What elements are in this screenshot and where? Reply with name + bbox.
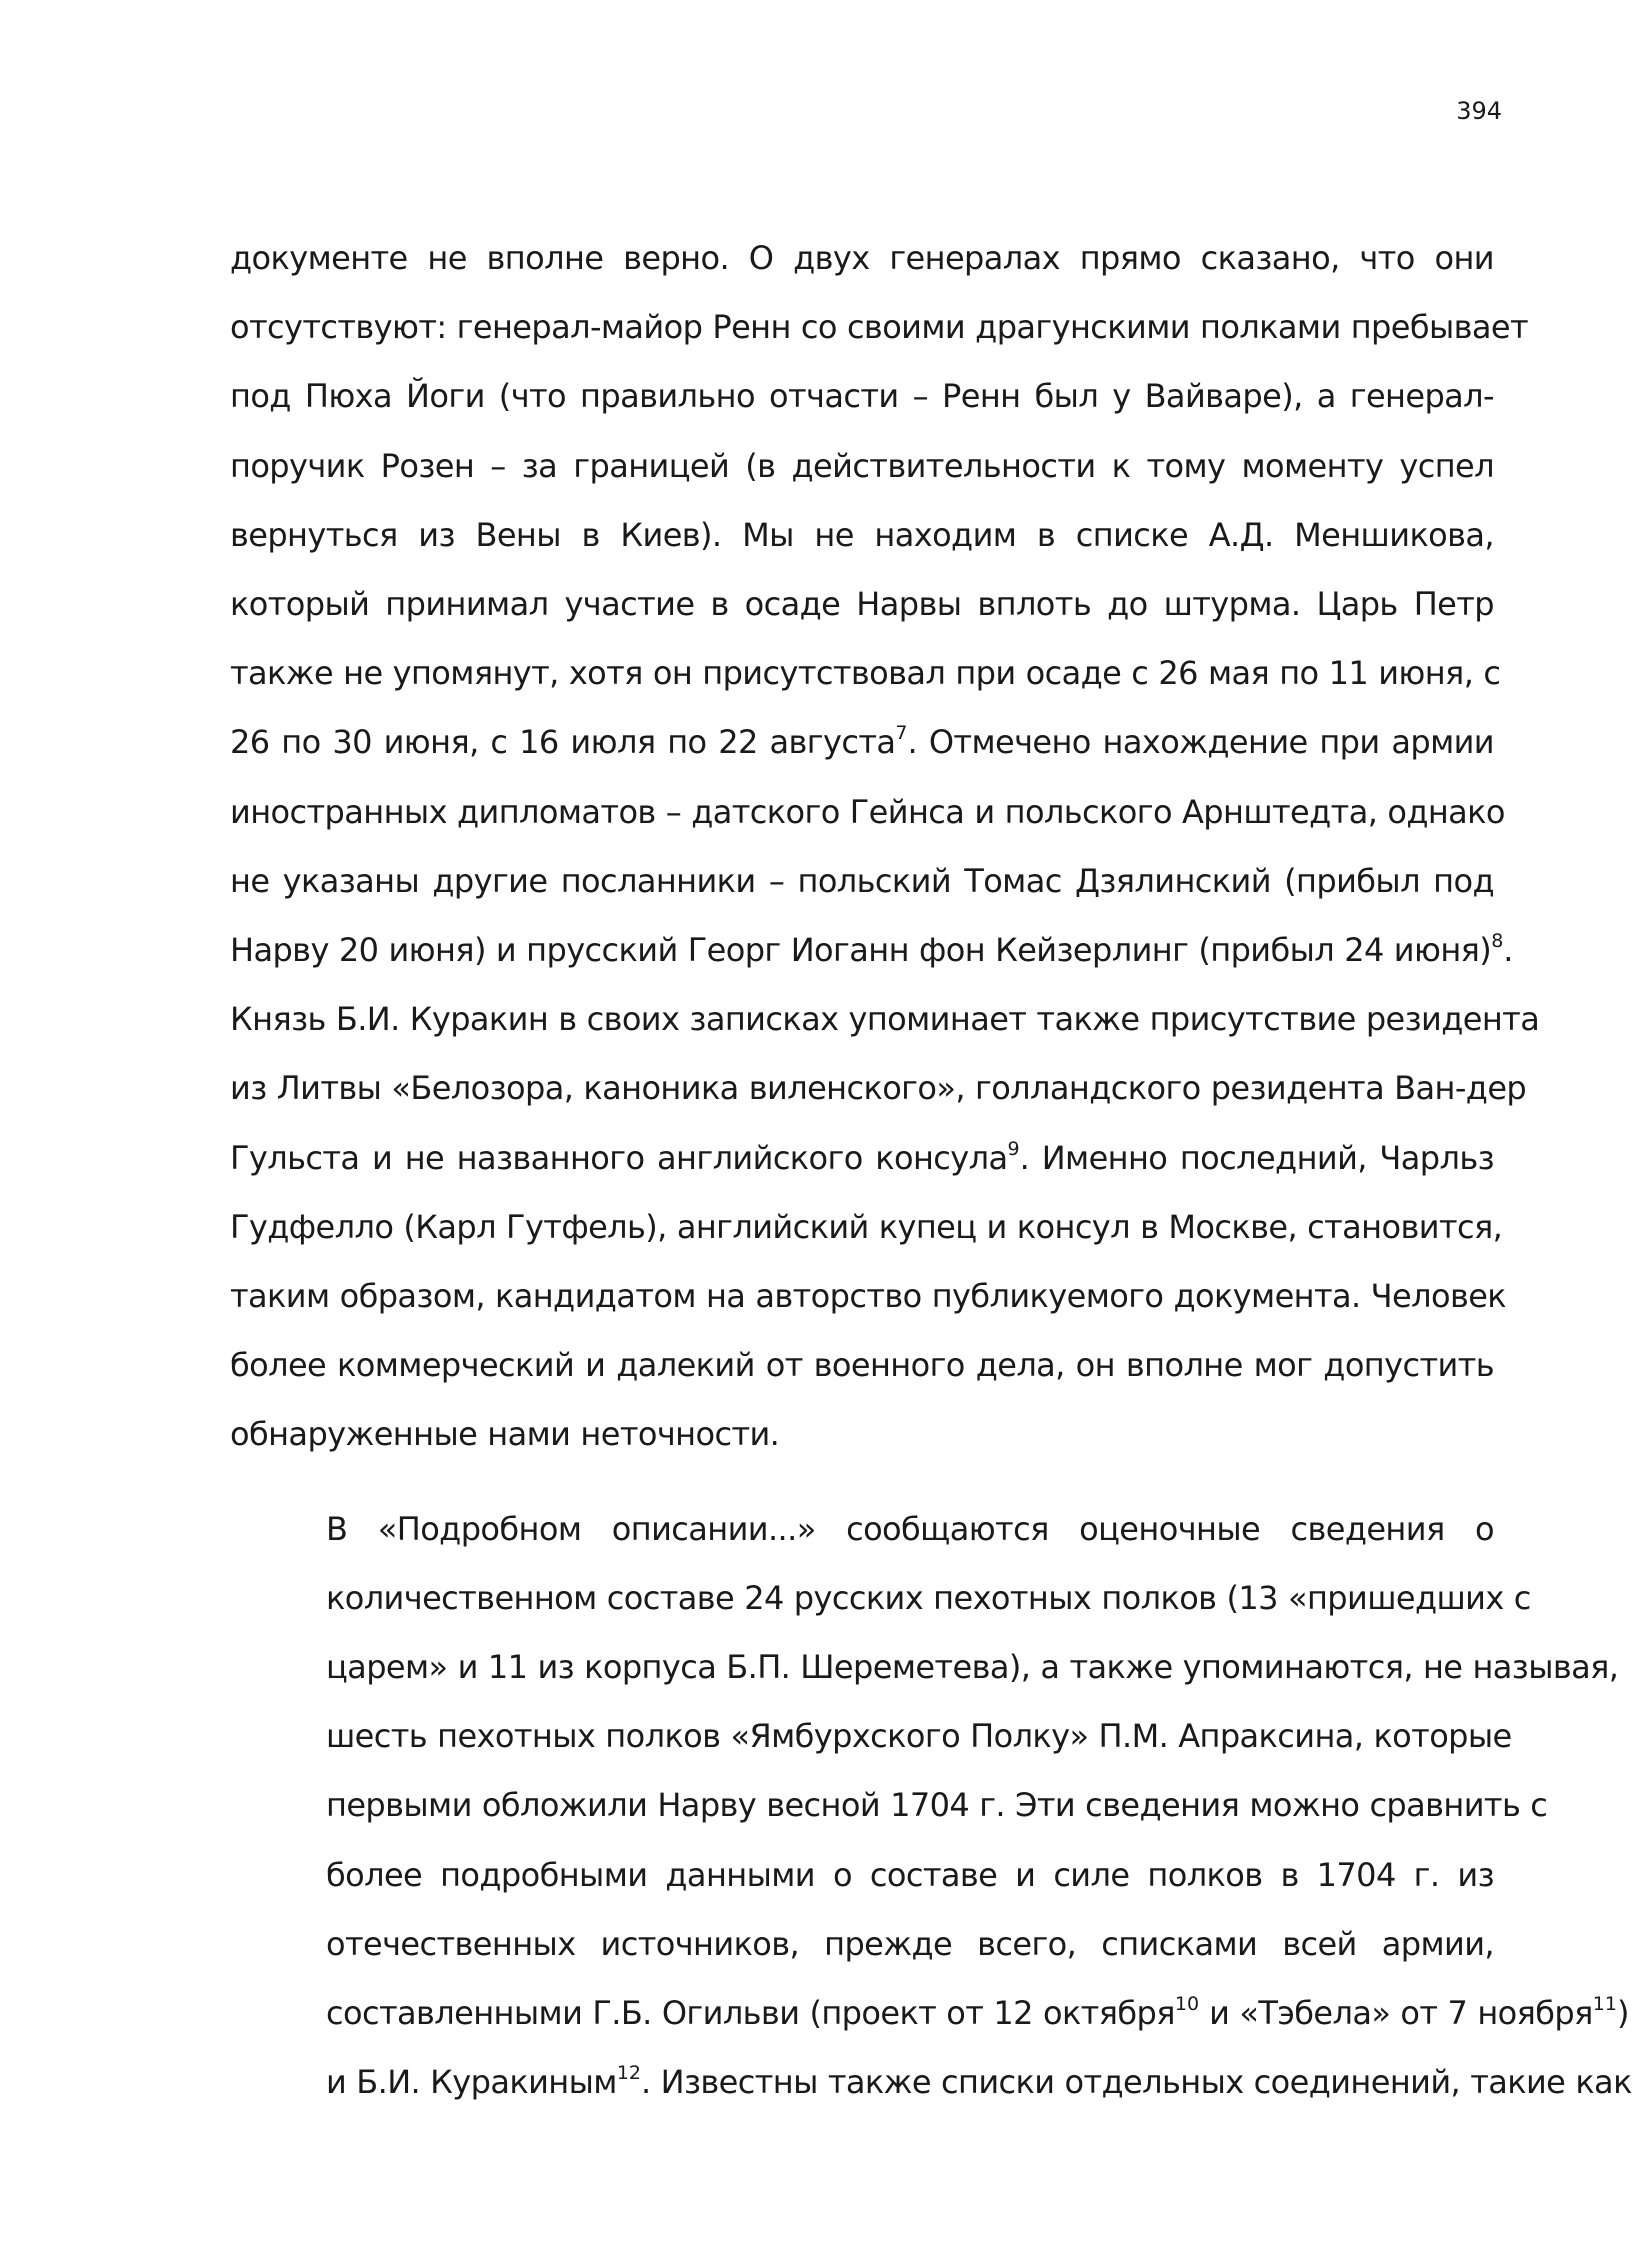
text-line	[230, 501, 1494, 570]
text-line	[230, 1124, 1494, 1193]
text-segment: отечественных источников, прежде всего, списками всей армии,	[326, 1924, 1494, 1963]
text-segment: который принимал участие в осаде Нарвы вплоть до штурма. Царь Петр	[230, 585, 1494, 624]
text-line	[230, 1193, 1503, 1262]
paragraph	[230, 224, 1540, 1470]
footnote-marker: 11	[1592, 1993, 1617, 2016]
text-line	[230, 570, 1494, 639]
text-line	[230, 362, 1494, 431]
text-segment: таким образом, кандидатом на авторство публикуемого документа. Человек	[230, 1277, 1507, 1316]
text-line	[230, 432, 1494, 501]
text-segment: иностранных дипломатов – датского Гейнса и польского Арнштедта, однако	[230, 792, 1505, 831]
text-segment: под Пюха Йоги (что правильно отчасти – Ренн был у Вайваре), а генерал-	[230, 377, 1494, 416]
text-segment: . Именно последний, Чарльз	[1019, 1138, 1495, 1177]
text-line	[230, 778, 1505, 847]
text-line	[230, 1702, 1512, 1771]
text-segment: количественном составе 24 русских пехотных полков (13 «пришедших с	[326, 1578, 1531, 1617]
text-line	[230, 639, 1501, 708]
text-segment: и «Тэбела» от 7 ноября	[1199, 1994, 1593, 2033]
text-segment: Князь Б.И. Куракин в своих записках упоминает также присутствие резидента	[230, 1000, 1540, 1039]
text-segment: )	[1616, 1994, 1629, 2033]
text-line	[230, 224, 1494, 293]
text-segment: и Б.И. Куракиным	[326, 2063, 617, 2102]
text-segment: первыми обложили Нарву весной 1704 г. Эти сведения можно сравнить с	[326, 1786, 1548, 1825]
text-line	[230, 1771, 1548, 1840]
text-line	[230, 1564, 1531, 1633]
paragraph	[230, 1495, 1632, 2118]
text-line	[230, 2048, 1632, 2117]
text-line	[230, 1979, 1629, 2048]
text-segment: из Литвы «Белозора, каноника виленского», голландского резидента Ван-дер	[230, 1069, 1527, 1108]
page-number: 394	[1456, 97, 1502, 125]
text-segment: также не упомянут, хотя он присутствовал при осаде с 26 мая по 11 июня, с	[230, 654, 1501, 693]
text-line	[230, 1262, 1507, 1331]
text-line	[230, 293, 1529, 362]
text-segment: отсутствуют: генерал-майор Ренн со своими драгунскими полками пребывает	[230, 308, 1529, 347]
text-segment: документе не вполне верно. О двух генералах прямо сказано, что они	[230, 239, 1494, 277]
text-segment: царем» и 11 из корпуса Б.П. Шереметева), а также упоминаются, не называя,	[326, 1648, 1619, 1687]
text-segment: вернуться из Вены в Киев). Мы не находим в списке А.Д. Меншикова,	[230, 515, 1494, 554]
footnote-marker: 7	[895, 722, 908, 745]
text-segment: поручик Розен – за границей (в действительности к тому моменту успел	[230, 446, 1494, 485]
text-segment: . Известны также списки отдельных соединений, такие как	[641, 2063, 1632, 2102]
text-line	[230, 847, 1494, 916]
footnote-marker: 8	[1491, 930, 1504, 953]
text-segment: составленными Г.Б. Огильви (проект от 12 октября	[326, 1994, 1175, 2033]
text-line	[230, 1841, 1494, 1910]
text-segment: не указаны другие посланники – польский Томас Дзялинский (прибыл под	[230, 861, 1494, 900]
text-segment: обнаруженные нами неточности.	[230, 1415, 780, 1454]
text-segment: Гульста и не названного английского консула	[230, 1138, 1008, 1177]
footnote-marker: 10	[1174, 1993, 1200, 2016]
text-segment: 26 по 30 июня, с 16 июля по 22 августа	[230, 723, 896, 762]
text-segment: Нарву 20 июня) и прусский Георг Иоганн фон Кейзерлинг (прибыл 24 июня)	[230, 931, 1492, 970]
footnote-marker: 9	[1007, 1137, 1020, 1160]
text-line	[230, 985, 1540, 1054]
text-line	[230, 708, 1494, 777]
text-line	[230, 1910, 1494, 1979]
text-segment: В «Подробном описании...» сообщаются оценочные сведения о	[326, 1509, 1494, 1548]
text-line	[230, 1331, 1494, 1400]
text-line	[230, 1495, 1494, 1564]
body-text	[230, 224, 1632, 2117]
footnote-marker: 12	[616, 2062, 641, 2085]
text-segment: шесть пехотных полков «Ямбурхского Полку» П.М. Апраксина, которые	[326, 1717, 1512, 1756]
text-line	[230, 916, 1513, 985]
text-segment: . Отмечено нахождение при армии	[907, 723, 1495, 762]
text-segment: более подробными данными о составе и силе полков в 1704 г. из	[326, 1855, 1494, 1894]
text-segment: более коммерческий и далекий от военного дела, он вполне мог допустить	[230, 1346, 1494, 1385]
text-line	[230, 1633, 1619, 1702]
text-line	[230, 1054, 1527, 1123]
text-segment: Гудфелло (Карл Гутфель), английский купец и консул в Москве, становится,	[230, 1207, 1503, 1246]
text-line	[230, 1400, 1494, 1469]
text-segment: .	[1503, 931, 1513, 970]
